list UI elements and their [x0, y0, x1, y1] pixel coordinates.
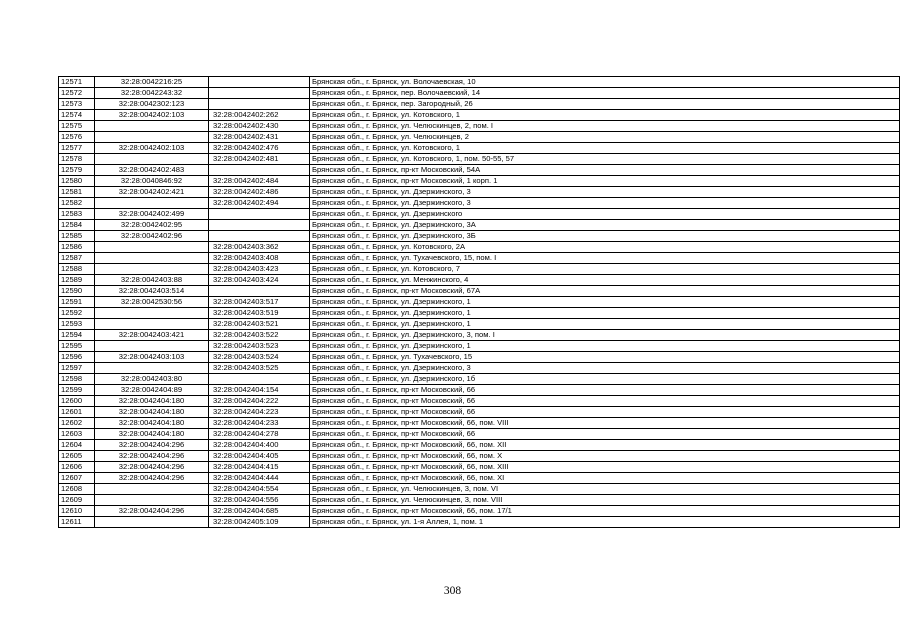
- parcel-number-cell: 32:28:0042530:56: [95, 297, 209, 308]
- table-row: [59, 220, 900, 231]
- address-cell: Брянская обл., г. Брянск, ул. Дзержинского, 1: [310, 319, 900, 330]
- address-cell: Брянская обл., г. Брянск, пр-кт Московский, 67А: [310, 286, 900, 297]
- row-number-cell: 12604: [59, 440, 95, 451]
- address-cell: Брянская обл., г. Брянск, ул. Дзержинского, 1б: [310, 374, 900, 385]
- parcel-number-cell: [95, 264, 209, 275]
- table-row: [59, 319, 900, 330]
- object-number-cell: 32:28:0042404:222: [209, 396, 310, 407]
- address-cell: Брянская обл., г. Брянск, пр-кт Московский, 66, пом. 17/1: [310, 506, 900, 517]
- row-number-cell: 12594: [59, 330, 95, 341]
- row-number-cell: 12580: [59, 176, 95, 187]
- row-number-cell: 12582: [59, 198, 95, 209]
- address-cell: Брянская обл., г. Брянск, ул. Челюскинцев, 2, пом. I: [310, 121, 900, 132]
- row-number-cell: 12597: [59, 363, 95, 374]
- address-cell: Брянская обл., г. Брянск, ул. Котовского, 1: [310, 110, 900, 121]
- object-number-cell: [209, 220, 310, 231]
- table-row: [59, 264, 900, 275]
- parcel-number-cell: 32:28:0042403:88: [95, 275, 209, 286]
- row-number-cell: 12601: [59, 407, 95, 418]
- row-number-cell: 12596: [59, 352, 95, 363]
- row-number-cell: 12606: [59, 462, 95, 473]
- object-number-cell: 32:28:0042403:517: [209, 297, 310, 308]
- table-row: [59, 88, 900, 99]
- parcel-number-cell: 32:28:0042243:32: [95, 88, 209, 99]
- row-number-cell: 12589: [59, 275, 95, 286]
- parcel-number-cell: [95, 341, 209, 352]
- table-row: [59, 484, 900, 495]
- address-cell: Брянская обл., г. Брянск, пер. Волочаевский, 14: [310, 88, 900, 99]
- address-cell: Брянская обл., г. Брянск, пр-кт Московский, 66, пом. XI: [310, 473, 900, 484]
- address-cell: Брянская обл., г. Брянск, ул. Котовского, 2А: [310, 242, 900, 253]
- table-row: [59, 429, 900, 440]
- row-number-cell: 12588: [59, 264, 95, 275]
- table-row: [59, 385, 900, 396]
- row-number-cell: 12587: [59, 253, 95, 264]
- row-number-cell: 12571: [59, 77, 95, 88]
- object-number-cell: 32:28:0042404:223: [209, 407, 310, 418]
- object-number-cell: 32:28:0042405:109: [209, 517, 310, 528]
- table-row: [59, 187, 900, 198]
- address-cell: Брянская обл., г. Брянск, пр-кт Московский, 66, пом. XIII: [310, 462, 900, 473]
- parcel-number-cell: 32:28:0042404:180: [95, 418, 209, 429]
- parcel-number-cell: [95, 121, 209, 132]
- table-row: [59, 374, 900, 385]
- object-number-cell: [209, 209, 310, 220]
- object-number-cell: 32:28:0042404:685: [209, 506, 310, 517]
- address-cell: Брянская обл., г. Брянск, ул. Челюскинцев, 3, пом. VIII: [310, 495, 900, 506]
- parcel-number-cell: 32:28:0042302:123: [95, 99, 209, 110]
- address-cell: Брянская обл., г. Брянск, пр-кт Московский, 66, пом. X: [310, 451, 900, 462]
- row-number-cell: 12576: [59, 132, 95, 143]
- row-number-cell: 12608: [59, 484, 95, 495]
- table-row: [59, 506, 900, 517]
- object-number-cell: 32:28:0042404:278: [209, 429, 310, 440]
- row-number-cell: 12581: [59, 187, 95, 198]
- table-row: [59, 154, 900, 165]
- table-row: [59, 308, 900, 319]
- object-number-cell: 32:28:0042403:525: [209, 363, 310, 374]
- registry-table: [58, 76, 900, 528]
- parcel-number-cell: 32:28:0042404:296: [95, 462, 209, 473]
- object-number-cell: 32:28:0042402:431: [209, 132, 310, 143]
- address-cell: Брянская обл., г. Брянск, пр-кт Московский, 1 корп. 1: [310, 176, 900, 187]
- row-number-cell: 12584: [59, 220, 95, 231]
- parcel-number-cell: [95, 253, 209, 264]
- table-row: [59, 132, 900, 143]
- table-row: [59, 440, 900, 451]
- row-number-cell: 12579: [59, 165, 95, 176]
- row-number-cell: 12605: [59, 451, 95, 462]
- object-number-cell: 32:28:0042404:415: [209, 462, 310, 473]
- parcel-number-cell: 32:28:0040846:92: [95, 176, 209, 187]
- table-row: [59, 121, 900, 132]
- table-row: [59, 297, 900, 308]
- address-cell: Брянская обл., г. Брянск, ул. Менжинского, 4: [310, 275, 900, 286]
- parcel-number-cell: 32:28:0042404:296: [95, 440, 209, 451]
- address-cell: Брянская обл., г. Брянск, пр-кт Московский, 66: [310, 385, 900, 396]
- parcel-number-cell: [95, 319, 209, 330]
- row-number-cell: 12603: [59, 429, 95, 440]
- row-number-cell: 12599: [59, 385, 95, 396]
- object-number-cell: [209, 99, 310, 110]
- table-row: [59, 396, 900, 407]
- table-row: [59, 330, 900, 341]
- row-number-cell: 12590: [59, 286, 95, 297]
- row-number-cell: 12573: [59, 99, 95, 110]
- address-cell: Брянская обл., г. Брянск, пр-кт Московский, 66: [310, 429, 900, 440]
- row-number-cell: 12585: [59, 231, 95, 242]
- address-cell: Брянская обл., г. Брянск, ул. Тухачевского, 15, пом. I: [310, 253, 900, 264]
- object-number-cell: 32:28:0042403:424: [209, 275, 310, 286]
- object-number-cell: 32:28:0042402:262: [209, 110, 310, 121]
- parcel-number-cell: 32:28:0042402:103: [95, 110, 209, 121]
- object-number-cell: 32:28:0042402:430: [209, 121, 310, 132]
- object-number-cell: 32:28:0042404:154: [209, 385, 310, 396]
- table-row: [59, 495, 900, 506]
- object-number-cell: [209, 165, 310, 176]
- address-cell: Брянская обл., г. Брянск, ул. Дзержинского, 3Б: [310, 231, 900, 242]
- object-number-cell: 32:28:0042403:408: [209, 253, 310, 264]
- row-number-cell: 12574: [59, 110, 95, 121]
- address-cell: Брянская обл., г. Брянск, ул. Котовского, 1, пом. 50-55, 57: [310, 154, 900, 165]
- address-cell: Брянская обл., г. Брянск, ул. Челюскинцев, 2: [310, 132, 900, 143]
- parcel-number-cell: 32:28:0042402:499: [95, 209, 209, 220]
- address-cell: Брянская обл., г. Брянск, пр-кт Московский, 66, пом. VIII: [310, 418, 900, 429]
- table-row: [59, 77, 900, 88]
- object-number-cell: 32:28:0042402:476: [209, 143, 310, 154]
- row-number-cell: 12577: [59, 143, 95, 154]
- object-number-cell: 32:28:0042403:519: [209, 308, 310, 319]
- table-row: [59, 341, 900, 352]
- row-number-cell: 12610: [59, 506, 95, 517]
- parcel-number-cell: 32:28:0042404:296: [95, 506, 209, 517]
- table-row: [59, 451, 900, 462]
- table-row: [59, 407, 900, 418]
- address-cell: Брянская обл., г. Брянск, ул. Дзержинского: [310, 209, 900, 220]
- table-row: [59, 110, 900, 121]
- parcel-number-cell: 32:28:0042402:421: [95, 187, 209, 198]
- address-cell: Брянская обл., г. Брянск, пр-кт Московский, 54А: [310, 165, 900, 176]
- parcel-number-cell: [95, 495, 209, 506]
- object-number-cell: 32:28:0042403:524: [209, 352, 310, 363]
- object-number-cell: [209, 286, 310, 297]
- address-cell: Брянская обл., г. Брянск, ул. Тухачевского, 15: [310, 352, 900, 363]
- table-row: [59, 418, 900, 429]
- parcel-number-cell: 32:28:0042404:180: [95, 429, 209, 440]
- row-number-cell: 12609: [59, 495, 95, 506]
- row-number-cell: 12611: [59, 517, 95, 528]
- address-cell: Брянская обл., г. Брянск, ул. Дзержинского, 3А: [310, 220, 900, 231]
- table-row: [59, 473, 900, 484]
- parcel-number-cell: 32:28:0042402:103: [95, 143, 209, 154]
- object-number-cell: 32:28:0042404:444: [209, 473, 310, 484]
- address-cell: Брянская обл., г. Брянск, пер. Загородный, 26: [310, 99, 900, 110]
- object-number-cell: [209, 374, 310, 385]
- object-number-cell: 32:28:0042403:523: [209, 341, 310, 352]
- parcel-number-cell: [95, 132, 209, 143]
- parcel-number-cell: [95, 198, 209, 209]
- row-number-cell: 12593: [59, 319, 95, 330]
- parcel-number-cell: 32:28:0042402:95: [95, 220, 209, 231]
- object-number-cell: 32:28:0042404:400: [209, 440, 310, 451]
- page-number: 308: [443, 585, 462, 597]
- table-row: [59, 99, 900, 110]
- address-cell: Брянская обл., г. Брянск, ул. Котовского, 7: [310, 264, 900, 275]
- row-number-cell: 12602: [59, 418, 95, 429]
- row-number-cell: 12586: [59, 242, 95, 253]
- parcel-number-cell: 32:28:0042404:296: [95, 473, 209, 484]
- parcel-number-cell: [95, 154, 209, 165]
- table-row: [59, 242, 900, 253]
- address-cell: Брянская обл., г. Брянск, ул. Дзержинского, 1: [310, 297, 900, 308]
- table-row: [59, 165, 900, 176]
- table-row: [59, 231, 900, 242]
- table-row: [59, 352, 900, 363]
- object-number-cell: 32:28:0042404:405: [209, 451, 310, 462]
- object-number-cell: 32:28:0042403:362: [209, 242, 310, 253]
- parcel-number-cell: [95, 363, 209, 374]
- address-cell: Брянская обл., г. Брянск, пр-кт Московский, 66: [310, 396, 900, 407]
- parcel-number-cell: 32:28:0042404:180: [95, 396, 209, 407]
- row-number-cell: 12575: [59, 121, 95, 132]
- address-cell: Брянская обл., г. Брянск, ул. Дзержинского, 1: [310, 308, 900, 319]
- row-number-cell: 12572: [59, 88, 95, 99]
- row-number-cell: 12600: [59, 396, 95, 407]
- table-row: [59, 198, 900, 209]
- parcel-number-cell: 32:28:0042403:514: [95, 286, 209, 297]
- address-cell: Брянская обл., г. Брянск, ул. Дзержинского, 3: [310, 198, 900, 209]
- address-cell: Брянская обл., г. Брянск, ул. Челюскинцев, 3, пом. VI: [310, 484, 900, 495]
- parcel-number-cell: 32:28:0042403:421: [95, 330, 209, 341]
- table-row: [59, 462, 900, 473]
- table-row: [59, 143, 900, 154]
- row-number-cell: 12591: [59, 297, 95, 308]
- object-number-cell: 32:28:0042402:486: [209, 187, 310, 198]
- table-row: [59, 275, 900, 286]
- object-number-cell: 32:28:0042402:494: [209, 198, 310, 209]
- parcel-number-cell: 32:28:0042403:103: [95, 352, 209, 363]
- table-row: [59, 363, 900, 374]
- row-number-cell: 12598: [59, 374, 95, 385]
- object-number-cell: 32:28:0042404:556: [209, 495, 310, 506]
- parcel-number-cell: 32:28:0042404:89: [95, 385, 209, 396]
- object-number-cell: [209, 231, 310, 242]
- address-cell: Брянская обл., г. Брянск, пр-кт Московский, 66: [310, 407, 900, 418]
- parcel-number-cell: 32:28:0042402:96: [95, 231, 209, 242]
- object-number-cell: 32:28:0042403:522: [209, 330, 310, 341]
- object-number-cell: 32:28:0042404:554: [209, 484, 310, 495]
- parcel-number-cell: 32:28:0042404:180: [95, 407, 209, 418]
- parcel-number-cell: 32:28:0042402:483: [95, 165, 209, 176]
- table-row: [59, 176, 900, 187]
- object-number-cell: [209, 88, 310, 99]
- parcel-number-cell: 32:28:0042404:296: [95, 451, 209, 462]
- row-number-cell: 12583: [59, 209, 95, 220]
- address-cell: Брянская обл., г. Брянск, ул. 1-я Аллея, 1, пом. 1: [310, 517, 900, 528]
- parcel-number-cell: [95, 308, 209, 319]
- object-number-cell: 32:28:0042403:521: [209, 319, 310, 330]
- address-cell: Брянская обл., г. Брянск, ул. Волочаевская, 10: [310, 77, 900, 88]
- parcel-number-cell: [95, 484, 209, 495]
- row-number-cell: 12578: [59, 154, 95, 165]
- parcel-number-cell: 32:28:0042216:25: [95, 77, 209, 88]
- table-row: [59, 209, 900, 220]
- address-cell: Брянская обл., г. Брянск, ул. Дзержинского, 1: [310, 341, 900, 352]
- registry-table-body: [59, 77, 900, 528]
- parcel-number-cell: 32:28:0042403:80: [95, 374, 209, 385]
- object-number-cell: 32:28:0042402:481: [209, 154, 310, 165]
- table-row: [59, 517, 900, 528]
- address-cell: Брянская обл., г. Брянск, ул. Дзержинского, 3, пом. I: [310, 330, 900, 341]
- parcel-number-cell: [95, 517, 209, 528]
- parcel-number-cell: [95, 242, 209, 253]
- address-cell: Брянская обл., г. Брянск, ул. Дзержинского, 3: [310, 363, 900, 374]
- address-cell: Брянская обл., г. Брянск, ул. Дзержинского, 3: [310, 187, 900, 198]
- table-row: [59, 286, 900, 297]
- row-number-cell: 12595: [59, 341, 95, 352]
- row-number-cell: 12592: [59, 308, 95, 319]
- row-number-cell: 12607: [59, 473, 95, 484]
- address-cell: Брянская обл., г. Брянск, ул. Котовского, 1: [310, 143, 900, 154]
- object-number-cell: 32:28:0042404:233: [209, 418, 310, 429]
- object-number-cell: 32:28:0042403:423: [209, 264, 310, 275]
- object-number-cell: 32:28:0042402:484: [209, 176, 310, 187]
- table-row: [59, 253, 900, 264]
- address-cell: Брянская обл., г. Брянск, пр-кт Московский, 66, пом. XII: [310, 440, 900, 451]
- object-number-cell: [209, 77, 310, 88]
